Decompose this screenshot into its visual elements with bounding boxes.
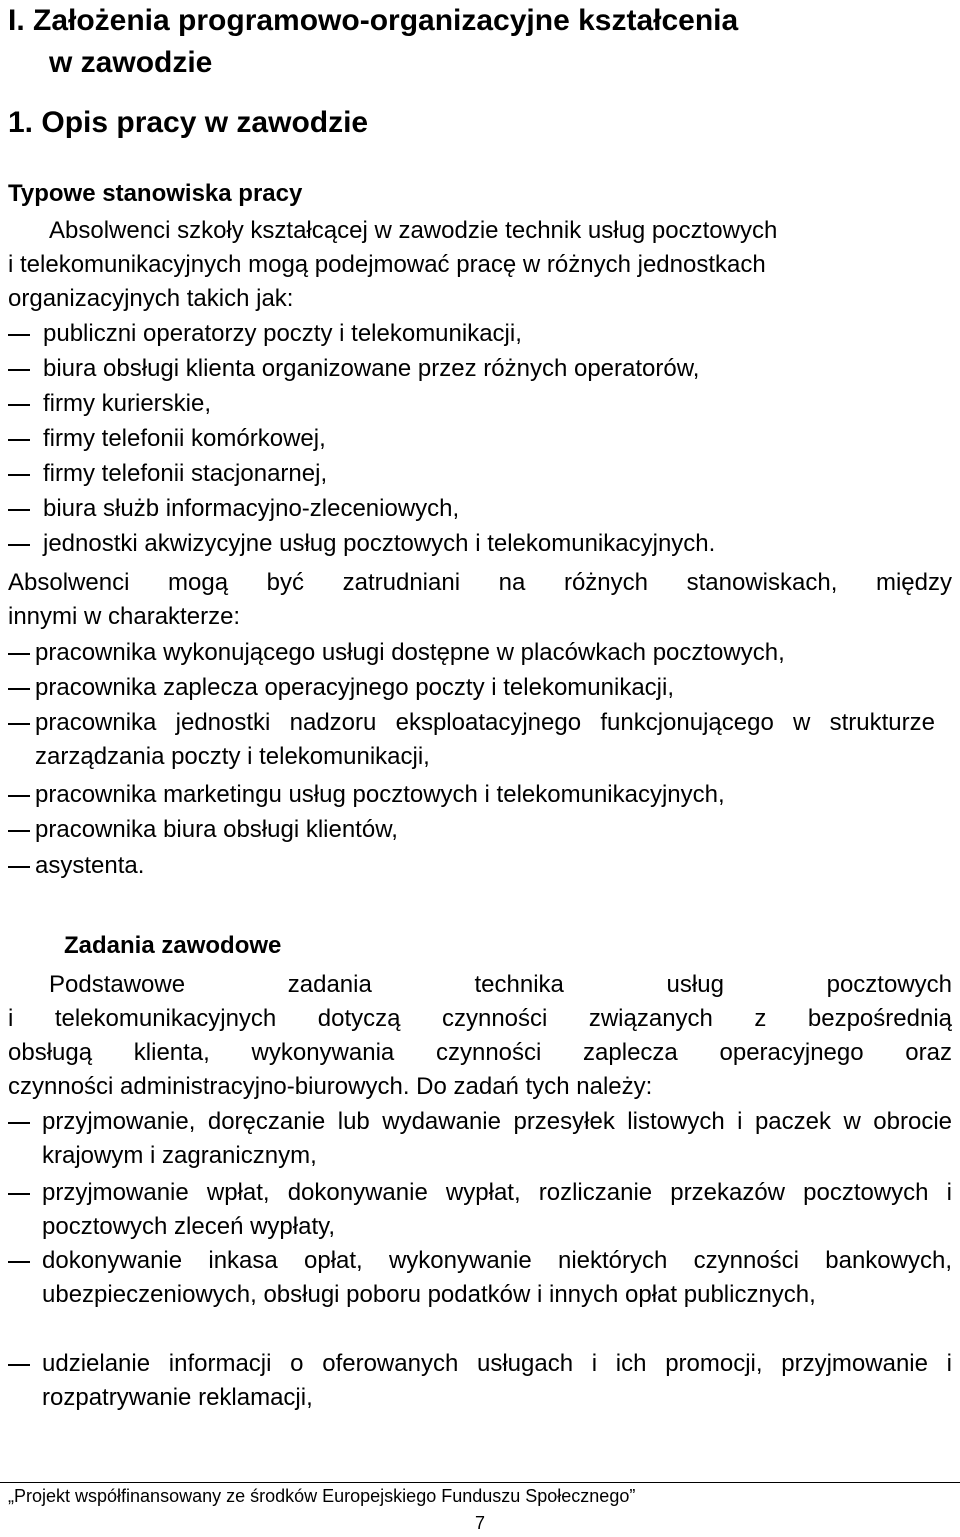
stanowiska-intro2-line2: innymi w charakterze:	[8, 603, 241, 630]
page-number: 7	[474, 1513, 485, 1533]
list-item: pracownika wykonującego usługi dostępne w placówkach pocztowych,	[35, 639, 785, 666]
list-item: pracownika zaplecza operacyjnego poczty i telekomunikacji,	[35, 674, 674, 701]
list-item: przyjmowanie, doręczanie lub wydawanie przesyłek listowych i paczek w obrocie krajowym i zagranicznym,	[42, 1108, 952, 1169]
stanowiska-title: Typowe stanowiska pracy	[8, 180, 303, 207]
dash-bullet	[8, 830, 30, 832]
zadania-intro-line1: Podstawowe zadania technika usług pocztowych	[49, 971, 952, 998]
list-item: udzielanie informacji o oferowanych usługach i ich promocji, przyjmowanie i rozpatrywanie reklamacji,	[42, 1350, 952, 1411]
stanowiska-intro-line3: organizacyjnych takich jak:	[8, 285, 294, 312]
list-item: pracownika marketingu usług pocztowych i telekomunikacyjnych,	[35, 781, 725, 808]
footer-divider	[0, 1482, 960, 1483]
dash-bullet	[8, 1364, 30, 1366]
list-item: jednostki akwizycyjne usług pocztowych i telekomunikacyjnych.	[43, 530, 716, 557]
zadania-intro-line2: i telekomunikacyjnych dotyczą czynności związanych z bezpośrednią	[8, 1005, 952, 1032]
dash-bullet	[8, 866, 30, 868]
list-item: pracownika biura obsługi klientów,	[35, 816, 398, 843]
chapter-heading	[8, 0, 738, 84]
list-item: firmy telefonii stacjonarnej,	[43, 460, 328, 487]
dash-bullet	[8, 1193, 30, 1195]
stanowiska-intro-line2: i telekomunikacyjnych mogą podejmować pracę w różnych jednostkach	[8, 251, 766, 278]
list-item: asystenta.	[35, 852, 145, 879]
dash-bullet	[8, 544, 30, 546]
dash-bullet	[8, 1261, 30, 1263]
zadania-intro-line4: czynności administracyjno-biurowych. Do zadań tych należy:	[8, 1073, 653, 1100]
list-item: firmy telefonii komórkowej,	[43, 425, 326, 452]
list-item: przyjmowanie wpłat, dokonywanie wypłat, rozliczanie przekazów pocztowych i pocztowych zleceń wypłaty,	[42, 1179, 952, 1240]
dash-bullet	[8, 474, 30, 476]
dash-bullet	[8, 653, 30, 655]
chapter-heading-line1: I. Założenia programowo-organizacyjne kształcenia	[8, 4, 739, 37]
list-item: dokonywanie inkasa opłat, wykonywanie niektórych czynności bankowych, ubezpieczeniowych, obsługi poboru podatków i innych opłat publicznych,	[42, 1247, 952, 1308]
list-item: biura obsługi klienta organizowane przez różnych operatorów,	[43, 355, 700, 382]
dash-bullet	[8, 509, 30, 511]
dash-bullet	[8, 795, 30, 797]
footer-text: „Projekt współfinansowany ze środków Europejskiego Funduszu Społecznego”	[8, 1486, 636, 1506]
dash-bullet	[8, 688, 30, 690]
list-item: publiczni operatorzy poczty i telekomunikacji,	[43, 320, 522, 347]
zadania-title: Zadania zawodowe	[64, 932, 282, 959]
dash-bullet	[8, 334, 30, 336]
dash-bullet	[8, 723, 30, 725]
stanowiska-intro-line1: Absolwenci szkoły kształcącej w zawodzie technik usług pocztowych	[49, 217, 778, 244]
list-item: pracownika jednostki nadzoru eksploatacyjnego funkcjonującego w strukturze zarządzania poczty i telekomunikacji,	[35, 709, 935, 770]
zadania-intro-line3: obsługą klienta, wykonywania czynności zaplecza operacyjnego oraz	[8, 1039, 952, 1066]
dash-bullet	[8, 1122, 30, 1124]
chapter-heading-line2: w zawodzie	[49, 46, 213, 79]
dash-bullet	[8, 404, 30, 406]
list-item: firmy kurierskie,	[43, 390, 212, 417]
list-item: biura służb informacyjno-zleceniowych,	[43, 495, 460, 522]
dash-bullet	[8, 439, 30, 441]
stanowiska-intro2-line1: Absolwenci mogą być zatrudniani na różnych stanowiskach, między	[8, 569, 952, 596]
dash-bullet	[8, 369, 30, 371]
section-heading: 1. Opis pracy w zawodzie	[8, 106, 369, 139]
